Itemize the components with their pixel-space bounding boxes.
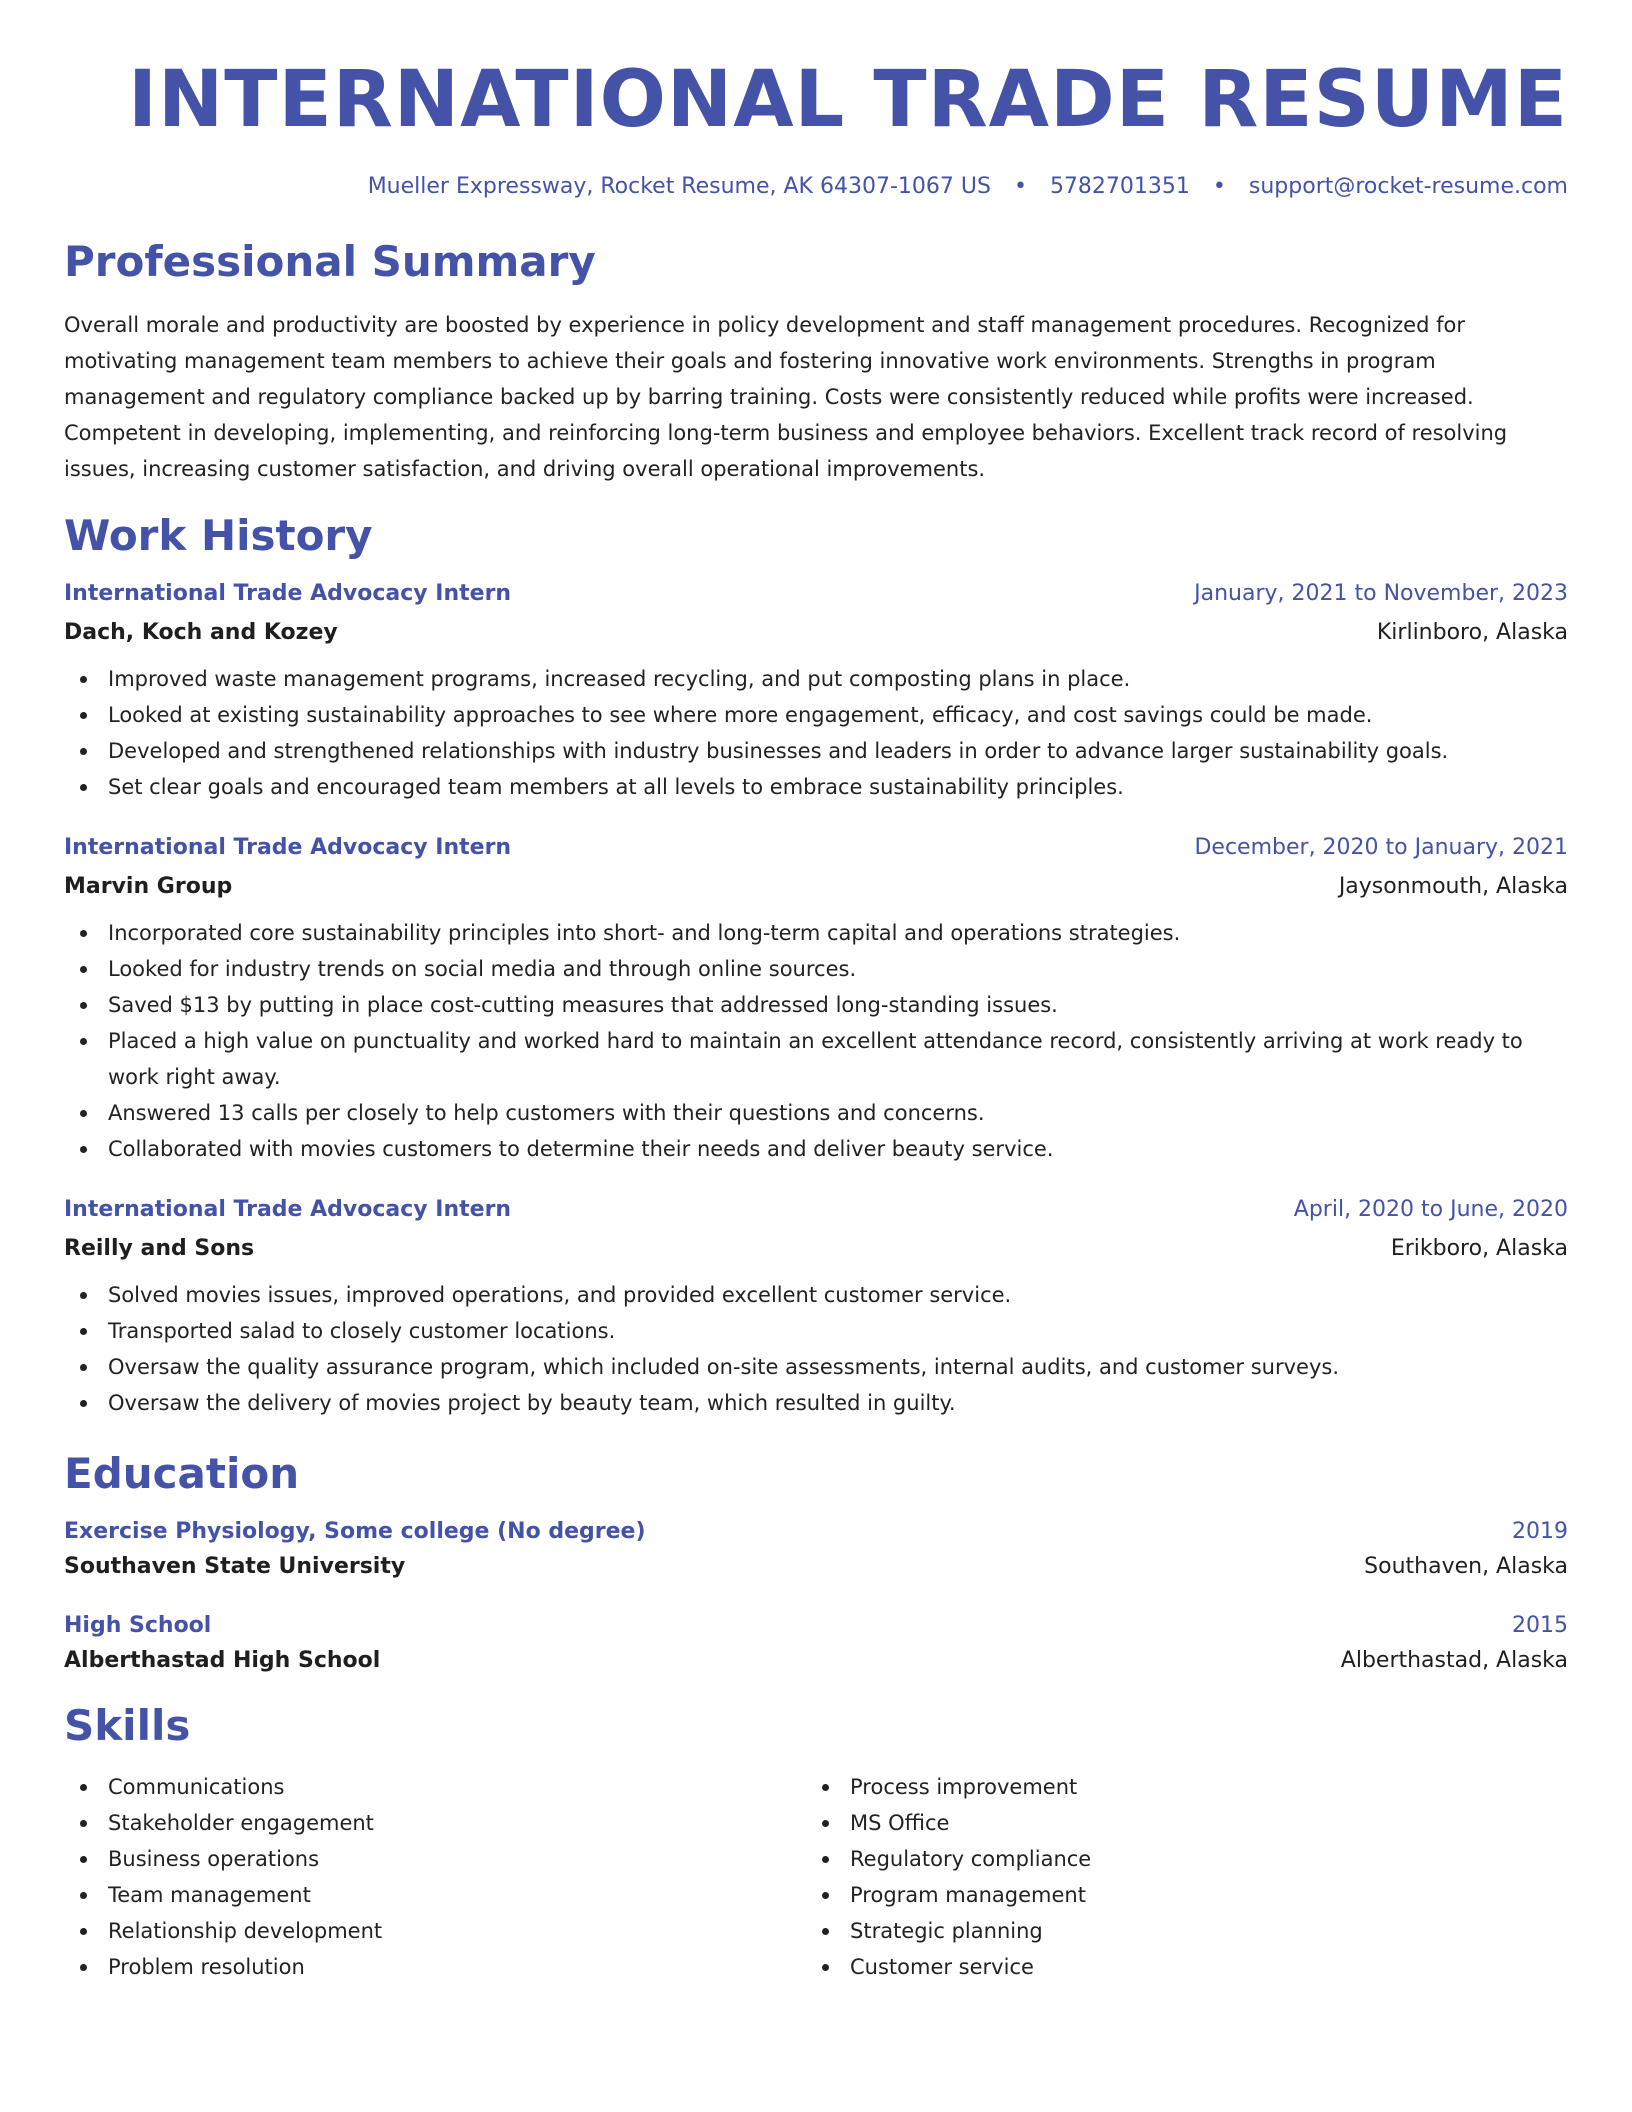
skill-item: Program management [806,1877,1548,1913]
job-bullets [64,1277,1568,1421]
education-entry [64,1519,1568,1579]
resume-page [64,48,1568,1985]
job-dates: April, 2020 to June, 2020 [1293,1197,1568,1223]
job-dates: January, 2021 to November, 2023 [1194,581,1568,607]
job-location: Erikboro, Alaska [1390,1236,1568,1262]
education-entry [64,1613,1568,1673]
list-item: Developed and strengthened relationships with industry businesses and leaders in order to advance larger sustainability goals. [64,733,1568,769]
graduation-year: 2019 [1512,1519,1568,1545]
summary-heading: Professional Summary [64,236,596,286]
job-dates: December, 2020 to January, 2021 [1194,835,1568,861]
list-item: Transported salad to closely customer locations. [64,1313,1568,1349]
skill-item: Team management [64,1877,806,1913]
skill-item: Customer service [806,1949,1548,1985]
skill-item: Process improvement [806,1769,1548,1805]
school-location: Southaven, Alaska [1364,1554,1568,1580]
job-location: Jaysonmouth, Alaska [1338,874,1568,900]
company-name: Marvin Group [64,874,233,900]
contact-separator: • [1212,173,1226,199]
graduation-year: 2015 [1512,1613,1568,1639]
work-history-heading: Work History [64,510,373,560]
list-item: Improved waste management programs, increased recycling, and put composting plans in place. [64,661,1568,697]
skills-columns [64,1769,1568,1985]
job-entry [64,835,1568,1167]
list-item: Solved movies issues, improved operations, and provided excellent customer service. [64,1277,1568,1313]
list-item: Answered 13 calls per closely to help customers with their questions and concerns. [64,1095,1568,1131]
contact-address: Mueller Expressway, Rocket Resume, AK 64307-1067 US [367,173,991,199]
summary-text: Overall morale and productivity are boosted by experience in policy development and staff management procedures. Recognized for motivating management team members to achieve their goals and fostering innovative work environments. Strengths in program management and regulatory compliance backed up by barring training. Costs were consistently reduced while profits were increased. Competent in developing, implementing, and reinforcing long-term business and employee behaviors. Excellent track record of resolving issues, increasing customer satisfaction, and driving overall operational improvements. [64,312,1508,481]
skill-item: MS Office [806,1805,1548,1841]
skill-item: Relationship development [64,1913,806,1949]
skill-item: Regulatory compliance [806,1841,1548,1877]
contact-email: support@rocket-resume.com [1248,173,1568,199]
list-item: Collaborated with movies customers to determine their needs and deliver beauty service. [64,1131,1568,1167]
degree-name: High School [64,1613,212,1639]
list-item: Looked for industry trends on social media and through online sources. [64,951,1568,987]
list-item: Looked at existing sustainability approaches to see where more engagement, efficacy, and cost savings could be made. [64,697,1568,733]
skill-item: Communications [64,1769,806,1805]
list-item: Set clear goals and encouraged team members at all levels to embrace sustainability principles. [64,769,1568,805]
job-entry [64,581,1568,805]
job-bullets [64,661,1568,805]
job-entry [64,1197,1568,1421]
school-name: Southaven State University [64,1554,406,1580]
school-location: Alberthastad, Alaska [1340,1648,1568,1674]
job-title: International Trade Advocacy Intern [64,835,512,861]
skill-item: Strategic planning [806,1913,1548,1949]
skill-item: Stakeholder engagement [64,1805,806,1841]
list-item: Oversaw the delivery of movies project by beauty team, which resulted in guilty. [64,1385,1568,1421]
job-bullets [64,915,1568,1167]
company-name: Dach, Koch and Kozey [64,620,338,646]
job-title: International Trade Advocacy Intern [64,581,512,607]
job-location: Kirlinboro, Alaska [1376,620,1568,646]
list-item: Placed a high value on punctuality and worked hard to maintain an excellent attendance record, consistently arriving at work ready to work right away. [64,1023,1568,1095]
job-title: International Trade Advocacy Intern [64,1197,512,1223]
list-item: Saved $13 by putting in place cost-cutting measures that addressed long-standing issues. [64,987,1568,1023]
skill-item: Problem resolution [64,1949,806,1985]
list-item: Oversaw the quality assurance program, which included on-site assessments, internal audits, and customer surveys. [64,1349,1568,1385]
education-heading: Education [64,1449,300,1499]
contact-phone: 5782701351 [1049,173,1190,199]
company-name: Reilly and Sons [64,1236,255,1262]
contact-separator: • [1013,173,1027,199]
contact-line [64,174,1568,199]
school-name: Alberthastad High School [64,1648,381,1674]
skill-item: Business operations [64,1841,806,1877]
degree-name: Exercise Physiology, Some college (No degree) [64,1519,646,1545]
skills-list-left [64,1769,806,1985]
list-item: Incorporated core sustainability principles into short- and long-term capital and operations strategies. [64,915,1568,951]
resume-title: INTERNATIONAL TRADE RESUME [127,55,1568,145]
skills-list-right [806,1769,1548,1985]
skills-heading: Skills [64,1701,191,1751]
